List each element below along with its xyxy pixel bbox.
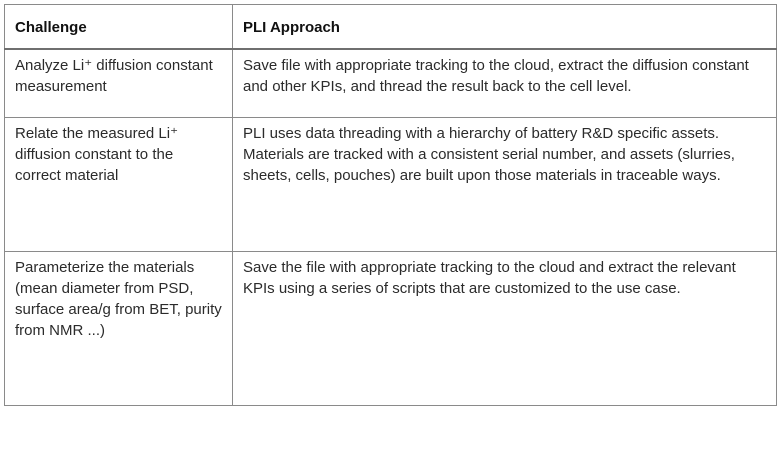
table-row <box>5 252 777 406</box>
challenge-approach-table <box>4 4 777 406</box>
approach-cell: PLI uses data threading with a hierarchy of battery R&D specific assets. Materials are tracked with a consistent serial number, and assets (slurries, sheets, cells, pouches) are built upon those materials in traceable ways. <box>233 118 777 252</box>
table-header-row <box>5 5 777 49</box>
approach-cell: Save file with appropriate tracking to the cloud, extract the diffusion constant and other KPIs, and thread the result back to the cell level. <box>233 49 777 118</box>
approach-cell: Save the file with appropriate tracking to the cloud and extract the relevant KPIs using a series of scripts that are customized to the use case. <box>233 252 777 406</box>
challenge-cell: Relate the measured Li⁺ diffusion constant to the correct material <box>5 118 233 252</box>
challenge-cell: Parameterize the materials (mean diameter from PSD, surface area/g from BET, purity from NMR ...) <box>5 252 233 406</box>
table-row <box>5 118 777 252</box>
header-pli-approach: PLI Approach <box>233 5 777 49</box>
challenge-cell: Analyze Li⁺ diffusion constant measurement <box>5 49 233 118</box>
table-row <box>5 49 777 118</box>
header-challenge: Challenge <box>5 5 233 49</box>
